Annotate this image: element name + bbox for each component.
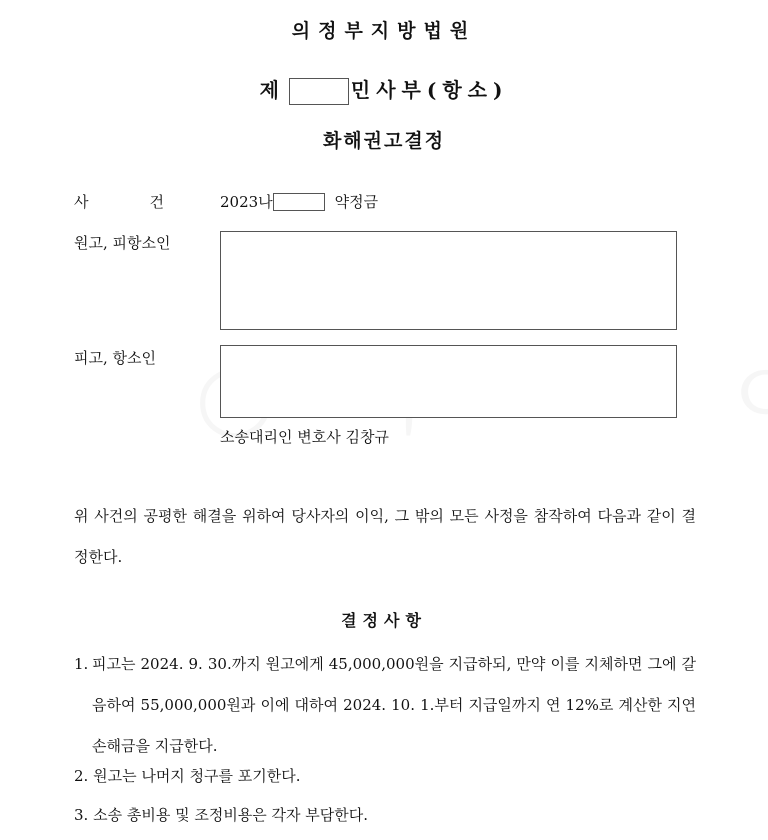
- decision-item-text: 피고는 2024. 9. 30.까지 원고에게 45,000,000원을 지급하되, 만약 이를 지체하면 그에 갈음하여 55,000,000원과 이에 대하여 2024. 10. 1.부터 지급일까지 연 12%로 계산한 지연손해금을 지급한다.: [92, 655, 696, 755]
- redacted-division-number: [289, 78, 349, 105]
- division-suffix: 민사부(항소): [350, 78, 509, 102]
- case-name: 약정금: [334, 193, 379, 211]
- court-name: 의정부지방법원: [291, 20, 477, 42]
- plaintiff-redacted-box: [220, 231, 677, 330]
- decision-item-2: [74, 765, 301, 786]
- defendant-attorney: 소송대리인 변호사 김창규: [220, 428, 389, 446]
- decision-item-1: [74, 644, 696, 767]
- redacted-case-number: [273, 193, 325, 211]
- decision-item-number: 1.: [74, 655, 89, 673]
- decision-item-text: 소송 총비용 및 조정비용은 각자 부담한다.: [93, 806, 369, 824]
- plaintiff-label: 원고, 피항소인: [74, 234, 171, 252]
- case-number-prefix: 2023나: [220, 193, 273, 211]
- decision-item-number: 2.: [74, 767, 89, 785]
- case-number: [220, 191, 378, 212]
- intro-paragraph: 위 사건의 공평한 해결을 위하여 당사자의 이익, 그 밖의 모든 사정을 참작하여 다음과 같이 결정한다.: [74, 507, 696, 566]
- case-label-char-1: 사: [74, 193, 89, 211]
- decision-item-text: 원고는 나머지 청구를 포기한다.: [93, 767, 301, 785]
- case-label: [74, 191, 164, 212]
- section-title: 결정사항: [341, 611, 427, 630]
- division-line: [0, 74, 768, 105]
- division-prefix: 제: [259, 78, 285, 102]
- defendant-redacted-box: [220, 345, 677, 418]
- defendant-label: 피고, 항소인: [74, 349, 156, 367]
- case-label-char-2: 건: [149, 193, 164, 211]
- decision-item-3: [74, 804, 368, 825]
- document-title: 화해권고결정: [322, 130, 446, 152]
- decision-item-number: 3.: [74, 806, 89, 824]
